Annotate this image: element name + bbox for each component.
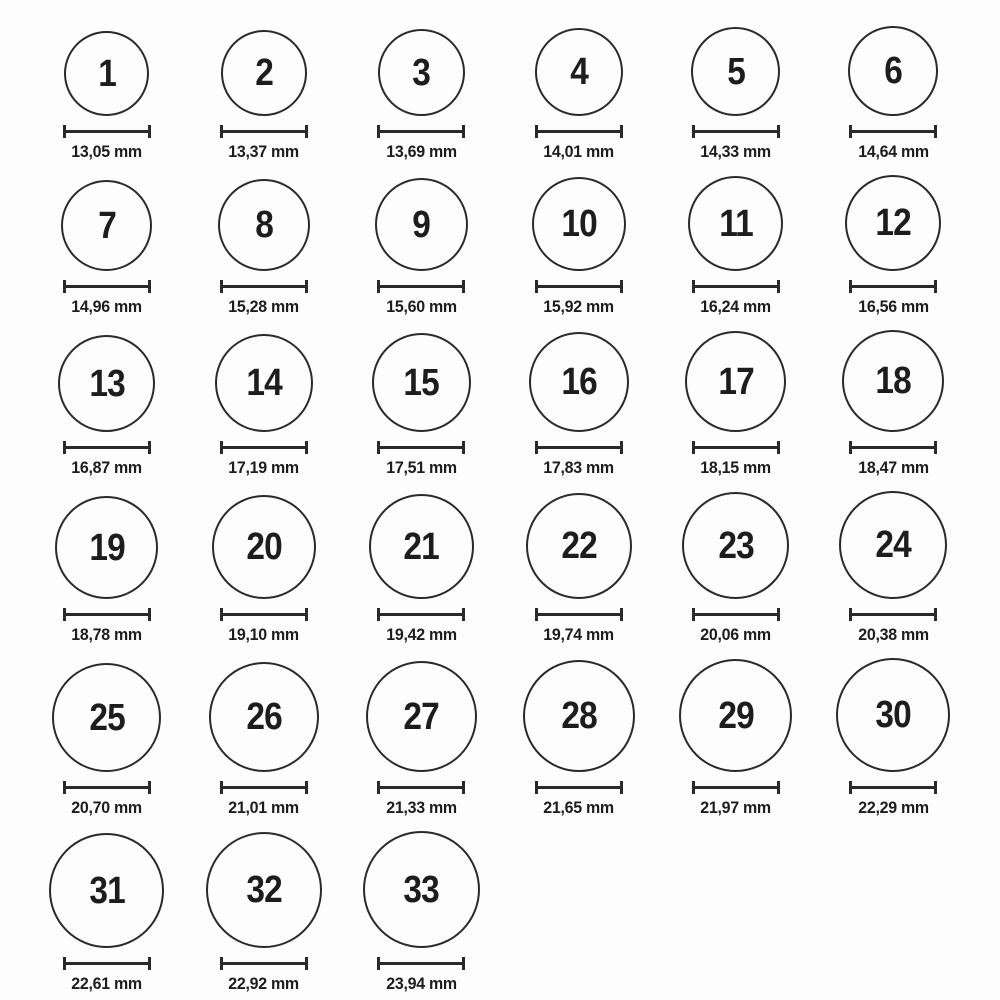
ring-circle — [218, 179, 310, 271]
ring-size-item — [28, 491, 185, 646]
ring-size-item — [657, 491, 814, 646]
ring-circle — [366, 661, 477, 772]
ring-size-item — [657, 658, 814, 819]
ring-size-item — [343, 26, 500, 163]
diameter-measure-line — [535, 608, 623, 621]
measure-right-tick — [777, 441, 780, 454]
measure-bar — [849, 786, 937, 789]
measure-right-tick — [620, 441, 623, 454]
diameter-measure-line — [535, 280, 623, 293]
ring-size-number: 6 — [884, 50, 903, 92]
diameter-measure-line — [849, 441, 937, 454]
ring-size-number: 17 — [718, 360, 754, 403]
ring-size-item — [657, 26, 814, 163]
diameter-label: 20,70 mm — [71, 798, 142, 817]
ring-size-number: 10 — [560, 203, 597, 245]
ring-circle — [206, 832, 322, 948]
measure-bar — [692, 613, 780, 616]
diameter-measure-line — [849, 125, 937, 138]
measure-bar — [849, 613, 937, 616]
measure-bar — [849, 446, 937, 449]
diameter-measure-line — [220, 125, 308, 138]
measure-bar — [692, 786, 780, 789]
measure-bar — [692, 285, 780, 288]
ring-size-number: 4 — [569, 51, 588, 93]
diameter-label: 20,38 mm — [858, 625, 929, 644]
ring-circle — [682, 492, 789, 599]
diameter-measure-line — [220, 441, 308, 454]
ring-size-number: 7 — [97, 204, 116, 247]
diameter-label: 15,92 mm — [543, 297, 614, 316]
diameter-measure-line — [849, 608, 937, 621]
diameter-label: 19,42 mm — [386, 625, 457, 644]
diameter-label: 16,56 mm — [858, 297, 929, 316]
diameter-measure-line — [377, 125, 465, 138]
ring-size-number: 1 — [97, 52, 116, 95]
ring-size-item — [815, 330, 972, 479]
measure-right-tick — [148, 957, 151, 970]
ring-size-number: 19 — [88, 526, 125, 569]
measure-bar — [220, 285, 308, 288]
measure-right-tick — [462, 441, 465, 454]
measure-bar — [377, 446, 465, 449]
diameter-label: 18,47 mm — [858, 458, 929, 477]
measure-bar — [63, 285, 151, 288]
measure-right-tick — [462, 957, 465, 970]
diameter-measure-line — [220, 781, 308, 794]
ring-size-item — [28, 330, 185, 479]
ring-size-number: 8 — [255, 204, 273, 246]
diameter-measure-line — [377, 781, 465, 794]
ring-circle — [839, 491, 947, 599]
ring-size-number: 28 — [560, 695, 597, 737]
ring-size-number: 13 — [88, 362, 125, 405]
measure-bar — [220, 446, 308, 449]
ring-size-number: 2 — [255, 52, 273, 94]
ring-circle — [529, 332, 629, 432]
diameter-measure-line — [849, 781, 937, 794]
diameter-label: 21,97 mm — [700, 798, 772, 817]
ring-circle — [64, 31, 149, 116]
diameter-measure-line — [377, 608, 465, 621]
measure-right-tick — [148, 608, 151, 621]
measure-right-tick — [148, 125, 151, 138]
measure-bar — [377, 285, 465, 288]
diameter-measure-line — [63, 957, 151, 970]
measure-bar — [849, 285, 937, 288]
measure-right-tick — [305, 608, 308, 621]
ring-size-item — [185, 175, 342, 318]
measure-bar — [535, 285, 623, 288]
ring-circle — [688, 176, 783, 271]
measure-right-tick — [934, 781, 937, 794]
diameter-measure-line — [692, 608, 780, 621]
ring-circle — [836, 658, 950, 772]
diameter-label: 21,01 mm — [228, 798, 300, 817]
measure-right-tick — [620, 781, 623, 794]
measure-bar — [220, 130, 308, 133]
diameter-label: 22,92 mm — [228, 974, 300, 993]
ring-size-number: 15 — [403, 361, 440, 404]
ring-size-number: 25 — [88, 696, 125, 739]
measure-bar — [535, 613, 623, 616]
measure-right-tick — [462, 781, 465, 794]
ring-circle — [363, 831, 480, 948]
diameter-label: 15,28 mm — [228, 297, 300, 316]
ring-circle — [55, 496, 158, 599]
ring-circle — [369, 494, 474, 599]
ring-size-chart — [28, 26, 972, 995]
diameter-label: 17,51 mm — [386, 458, 457, 477]
ring-size-number: 18 — [875, 360, 912, 402]
measure-bar — [220, 786, 308, 789]
ring-size-number: 23 — [718, 524, 754, 567]
measure-bar — [535, 446, 623, 449]
measure-bar — [220, 613, 308, 616]
measure-right-tick — [620, 125, 623, 138]
ring-size-item — [28, 658, 185, 819]
ring-circle — [378, 29, 465, 116]
diameter-label: 21,65 mm — [543, 798, 614, 817]
ring-size-item — [500, 658, 657, 819]
diameter-label: 14,96 mm — [71, 297, 142, 316]
diameter-measure-line — [220, 608, 308, 621]
measure-right-tick — [462, 125, 465, 138]
diameter-measure-line — [63, 608, 151, 621]
ring-size-item — [815, 491, 972, 646]
measure-bar — [63, 446, 151, 449]
ring-size-item — [185, 491, 342, 646]
diameter-label: 13,37 mm — [228, 142, 300, 161]
ring-size-number: 9 — [412, 203, 431, 246]
measure-bar — [849, 130, 937, 133]
ring-circle — [691, 27, 780, 116]
measure-right-tick — [934, 280, 937, 293]
diameter-label: 13,05 mm — [71, 142, 142, 161]
ring-size-item — [185, 658, 342, 819]
diameter-label: 17,19 mm — [228, 458, 300, 477]
diameter-measure-line — [377, 957, 465, 970]
measure-bar — [377, 613, 465, 616]
diameter-label: 22,61 mm — [71, 974, 142, 993]
measure-right-tick — [148, 781, 151, 794]
diameter-measure-line — [535, 441, 623, 454]
diameter-measure-line — [377, 441, 465, 454]
measure-right-tick — [620, 280, 623, 293]
measure-right-tick — [934, 441, 937, 454]
diameter-measure-line — [535, 125, 623, 138]
ring-size-number: 32 — [246, 869, 282, 911]
measure-bar — [377, 962, 465, 965]
diameter-label: 16,87 mm — [71, 458, 142, 477]
ring-size-number: 20 — [246, 526, 282, 568]
ring-size-item — [500, 491, 657, 646]
ring-circle — [685, 331, 786, 432]
ring-size-number: 27 — [403, 695, 440, 738]
measure-right-tick — [305, 781, 308, 794]
ring-circle — [61, 180, 152, 271]
ring-size-number: 31 — [88, 869, 125, 912]
measure-right-tick — [934, 125, 937, 138]
diameter-label: 14,33 mm — [700, 142, 772, 161]
ring-size-number: 33 — [403, 868, 440, 911]
diameter-label: 22,29 mm — [858, 798, 929, 817]
measure-bar — [377, 786, 465, 789]
ring-size-item — [500, 26, 657, 163]
measure-right-tick — [305, 957, 308, 970]
diameter-label: 14,64 mm — [858, 142, 929, 161]
ring-size-item — [500, 330, 657, 479]
measure-right-tick — [305, 441, 308, 454]
measure-right-tick — [620, 608, 623, 621]
measure-bar — [535, 130, 623, 133]
ring-size-item — [28, 175, 185, 318]
ring-size-number: 5 — [727, 50, 745, 93]
diameter-label: 23,94 mm — [386, 974, 457, 993]
measure-bar — [535, 786, 623, 789]
diameter-measure-line — [63, 441, 151, 454]
ring-circle — [49, 833, 164, 948]
diameter-measure-line — [692, 781, 780, 794]
ring-size-item — [185, 26, 342, 163]
measure-right-tick — [934, 608, 937, 621]
diameter-measure-line — [63, 280, 151, 293]
measure-right-tick — [148, 280, 151, 293]
measure-right-tick — [777, 781, 780, 794]
measure-right-tick — [777, 125, 780, 138]
ring-size-item — [657, 330, 814, 479]
diameter-measure-line — [692, 280, 780, 293]
ring-size-number: 3 — [412, 51, 431, 94]
diameter-label: 18,15 mm — [700, 458, 772, 477]
diameter-label: 17,83 mm — [543, 458, 614, 477]
ring-circle — [375, 178, 468, 271]
ring-size-item — [343, 330, 500, 479]
diameter-measure-line — [692, 125, 780, 138]
measure-bar — [220, 962, 308, 965]
measure-bar — [692, 130, 780, 133]
ring-circle — [372, 333, 471, 432]
ring-circle — [215, 334, 313, 432]
diameter-label: 21,33 mm — [386, 798, 457, 817]
diameter-label: 15,60 mm — [386, 297, 457, 316]
measure-bar — [63, 962, 151, 965]
ring-size-item — [657, 175, 814, 318]
ring-size-number: 14 — [246, 362, 282, 404]
measure-right-tick — [462, 608, 465, 621]
ring-size-item — [343, 491, 500, 646]
ring-circle — [845, 175, 941, 271]
ring-size-number: 21 — [403, 525, 440, 568]
diameter-label: 19,10 mm — [228, 625, 300, 644]
diameter-measure-line — [535, 781, 623, 794]
measure-right-tick — [305, 125, 308, 138]
ring-circle — [848, 26, 938, 116]
measure-right-tick — [777, 608, 780, 621]
ring-size-item — [815, 26, 972, 163]
diameter-measure-line — [377, 280, 465, 293]
ring-circle — [212, 495, 316, 599]
diameter-measure-line — [849, 280, 937, 293]
diameter-label: 13,69 mm — [386, 142, 457, 161]
ring-size-number: 30 — [875, 694, 912, 736]
diameter-label: 19,74 mm — [543, 625, 614, 644]
diameter-label: 18,78 mm — [71, 625, 142, 644]
measure-right-tick — [148, 441, 151, 454]
ring-size-item — [815, 175, 972, 318]
ring-size-number: 16 — [560, 361, 597, 403]
ring-circle — [52, 663, 161, 772]
ring-circle — [58, 335, 155, 432]
ring-size-item — [185, 330, 342, 479]
ring-circle — [526, 493, 632, 599]
measure-right-tick — [462, 280, 465, 293]
ring-size-item — [28, 26, 185, 163]
diameter-measure-line — [63, 781, 151, 794]
ring-circle — [209, 662, 319, 772]
ring-circle — [842, 330, 944, 432]
measure-right-tick — [777, 280, 780, 293]
ring-size-item — [28, 831, 185, 995]
ring-circle — [532, 177, 626, 271]
ring-size-item — [815, 658, 972, 819]
ring-size-number: 29 — [718, 694, 754, 737]
measure-bar — [692, 446, 780, 449]
measure-bar — [63, 130, 151, 133]
ring-size-item — [343, 658, 500, 819]
diameter-label: 20,06 mm — [700, 625, 772, 644]
diameter-label: 14,01 mm — [543, 142, 614, 161]
measure-bar — [377, 130, 465, 133]
measure-bar — [63, 786, 151, 789]
ring-circle — [221, 30, 307, 116]
ring-circle — [679, 659, 792, 772]
ring-size-number: 12 — [875, 202, 912, 244]
diameter-label: 16,24 mm — [700, 297, 772, 316]
ring-size-number: 24 — [875, 524, 912, 566]
ring-size-item — [185, 831, 342, 995]
ring-circle — [535, 28, 623, 116]
measure-bar — [63, 613, 151, 616]
ring-size-item — [343, 175, 500, 318]
ring-size-item — [500, 175, 657, 318]
ring-size-number: 26 — [246, 696, 282, 738]
ring-size-number: 11 — [719, 202, 753, 245]
diameter-measure-line — [692, 441, 780, 454]
diameter-measure-line — [63, 125, 151, 138]
ring-circle — [523, 660, 635, 772]
ring-size-number: 22 — [560, 525, 597, 567]
diameter-measure-line — [220, 957, 308, 970]
measure-right-tick — [305, 280, 308, 293]
diameter-measure-line — [220, 280, 308, 293]
ring-size-item — [343, 831, 500, 995]
